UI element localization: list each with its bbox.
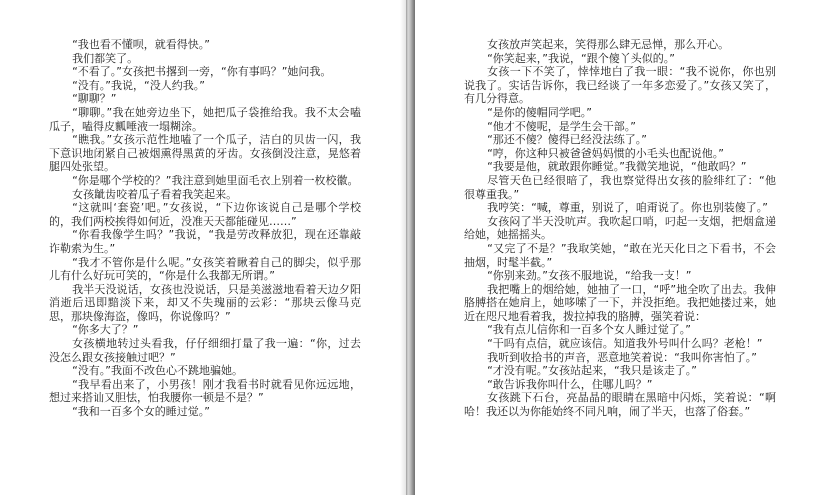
paragraph: “我早看出来了，小男孩！刚才我看书时就看见你远远地，想过来搭讪又胆怯，怕我腰你一顿是不是？” [49, 377, 361, 405]
paragraph: “你笑起来，”我说，“跟个傻丫头似的。” [487, 51, 675, 65]
paragraph: “是你的傻帽同学吧。” [487, 105, 592, 119]
paragraph: 女孩一下不笑了，悻悻地白了我一眼：“我不说你，你也别说我了。实话告诉你，我已经谈了一年多恋爱了。”女孩又笑了，有几分得意。 [464, 65, 776, 106]
paragraph: “没有。”我面不改色心不跳地骗她。 [72, 364, 243, 378]
paragraph: 女孩放声笑起来，笑得那么肆无忌惮，那么开心。 [487, 38, 730, 51]
paragraph: “我有点儿信你和一百多个女人睡过觉了。” [487, 323, 691, 337]
right-page-text [464, 38, 776, 419]
paragraph: “又完了不是？”我取笑她，“敢在光天化日之下看书，不会抽烟，时髦半截。” [464, 241, 776, 269]
paragraph: “我要是他，就敢跟你睡觉。”我微笑地说，“他敢吗？” [487, 160, 747, 174]
paragraph: 我半天没说话，女孩也没说话，只是美滋滋地看着天边夕阳消逝后迅即黯淡下来，却又不失瑰丽的云彩：“那块云像马克思，那块像海盗，像吗，你说像吗？” [49, 282, 361, 323]
paragraph: “我和一百多个女的睡过觉。” [72, 405, 210, 419]
paragraph: “哼，你这种只被爸爸妈妈惯的小毛头也配说他。” [487, 146, 724, 160]
left-page [0, 0, 406, 495]
paragraph: 女孩横地转过头看我，仔仔细细打量了我一遍：“你，过去没怎么跟女孩接触过吧？” [49, 337, 361, 364]
paragraph: 我哼笑：“喊，尊重，别说了，咱甭说了。你也别装傻了。” [487, 201, 768, 215]
paragraph: 女孩龇齿咬着瓜子看着我笑起来。 [72, 187, 238, 201]
paragraph: “这就叫‘套瓷’吧。”女孩说，“下边你该说自己是哪个学校的，我们两校挨得如何近，没准天天都能碰见……” [49, 201, 361, 228]
paragraph: 女孩闷了半天没吭声。我吹起口哨，叼起一支烟，把烟盒递给她，她摇摇头。 [464, 214, 776, 242]
paragraph: 我把嘴上的烟给她，她抽了一口，“呼”地全吹了出去。我伸胳膊搭在她肩上，她哆嗦了一下，并没拒绝。我把她搂过来，她近在咫尺地看着我，拨拉掉我的胳膊，强笑着说： [464, 282, 776, 323]
paragraph: 我们都笑了。 [72, 51, 139, 65]
paragraph: 我听到收拾书的声音，恶意地笑着说：“我叫你害怕了。” [487, 350, 757, 364]
paragraph: “瞧我。”女孩示范性地嗑了一个瓜子，洁白的贝齿一闪，我下意识地闭紧自己被烟熏得黑黄的牙齿。女孩倒没注意，晃悠着腿四处张望。 [49, 133, 361, 174]
paragraph: “没有。”我说，“没人约我。” [72, 78, 205, 92]
paragraph: “你别来劲。”女孩不服地说，“给我一支！” [487, 269, 692, 283]
paragraph: “不看了。”女孩把书撂到一旁，“你有事吗？”她问我。 [72, 65, 332, 79]
paragraph: 女孩跳下石台，亮晶晶的眼睛在黑暗中闪烁，笑着说：“啊哈！我还以为你能始终不同凡响，闹了半天，也落了俗套。” [464, 391, 776, 419]
paragraph: “我才不管你是什么呢。”女孩笑着瞅着自己的脚尖，似乎那儿有什么好玩可笑的，“你是什么我都无所谓。” [49, 255, 361, 283]
paragraph: “你是哪个学校的？”我注意到她里面毛衣上别着一枚校徽。 [72, 173, 359, 187]
paragraph: “干吗有点信，就应该信。知道我外号叫什么吗？老枪！” [487, 337, 763, 351]
paragraph: “他才不傻呢，是学生会干部。” [487, 119, 636, 133]
left-page-text [49, 38, 361, 419]
right-page [415, 0, 821, 495]
paragraph: 尽管天色已经很暗了，我也察觉得出女孩的脸绯红了：“他很尊重我。” [464, 173, 776, 201]
paragraph: “聊聊。”我在她旁边坐下，她把瓜子袋推给我。我不太会嗑瓜子，嗑得皮瓤唾液一塌糊涂。 [49, 105, 361, 133]
paragraph: “才没有呢。”女孩站起来，“我只是该走了。” [487, 364, 697, 378]
paragraph: “你看我像学生吗？”我说，“我是劳改释放犯，现在还靠敲诈勒索为生。” [49, 228, 361, 255]
paragraph: “敢告诉我你叫什么，住哪儿吗？” [487, 377, 653, 391]
paragraph: “那还不傻？傻得已经没法练了。” [487, 133, 647, 147]
paragraph: “聊聊？” [72, 92, 117, 106]
page-divider [406, 0, 415, 495]
paragraph: “你多大了？” [72, 323, 139, 337]
paragraph: “我也看不懂呗，就看得快。” [72, 38, 210, 51]
